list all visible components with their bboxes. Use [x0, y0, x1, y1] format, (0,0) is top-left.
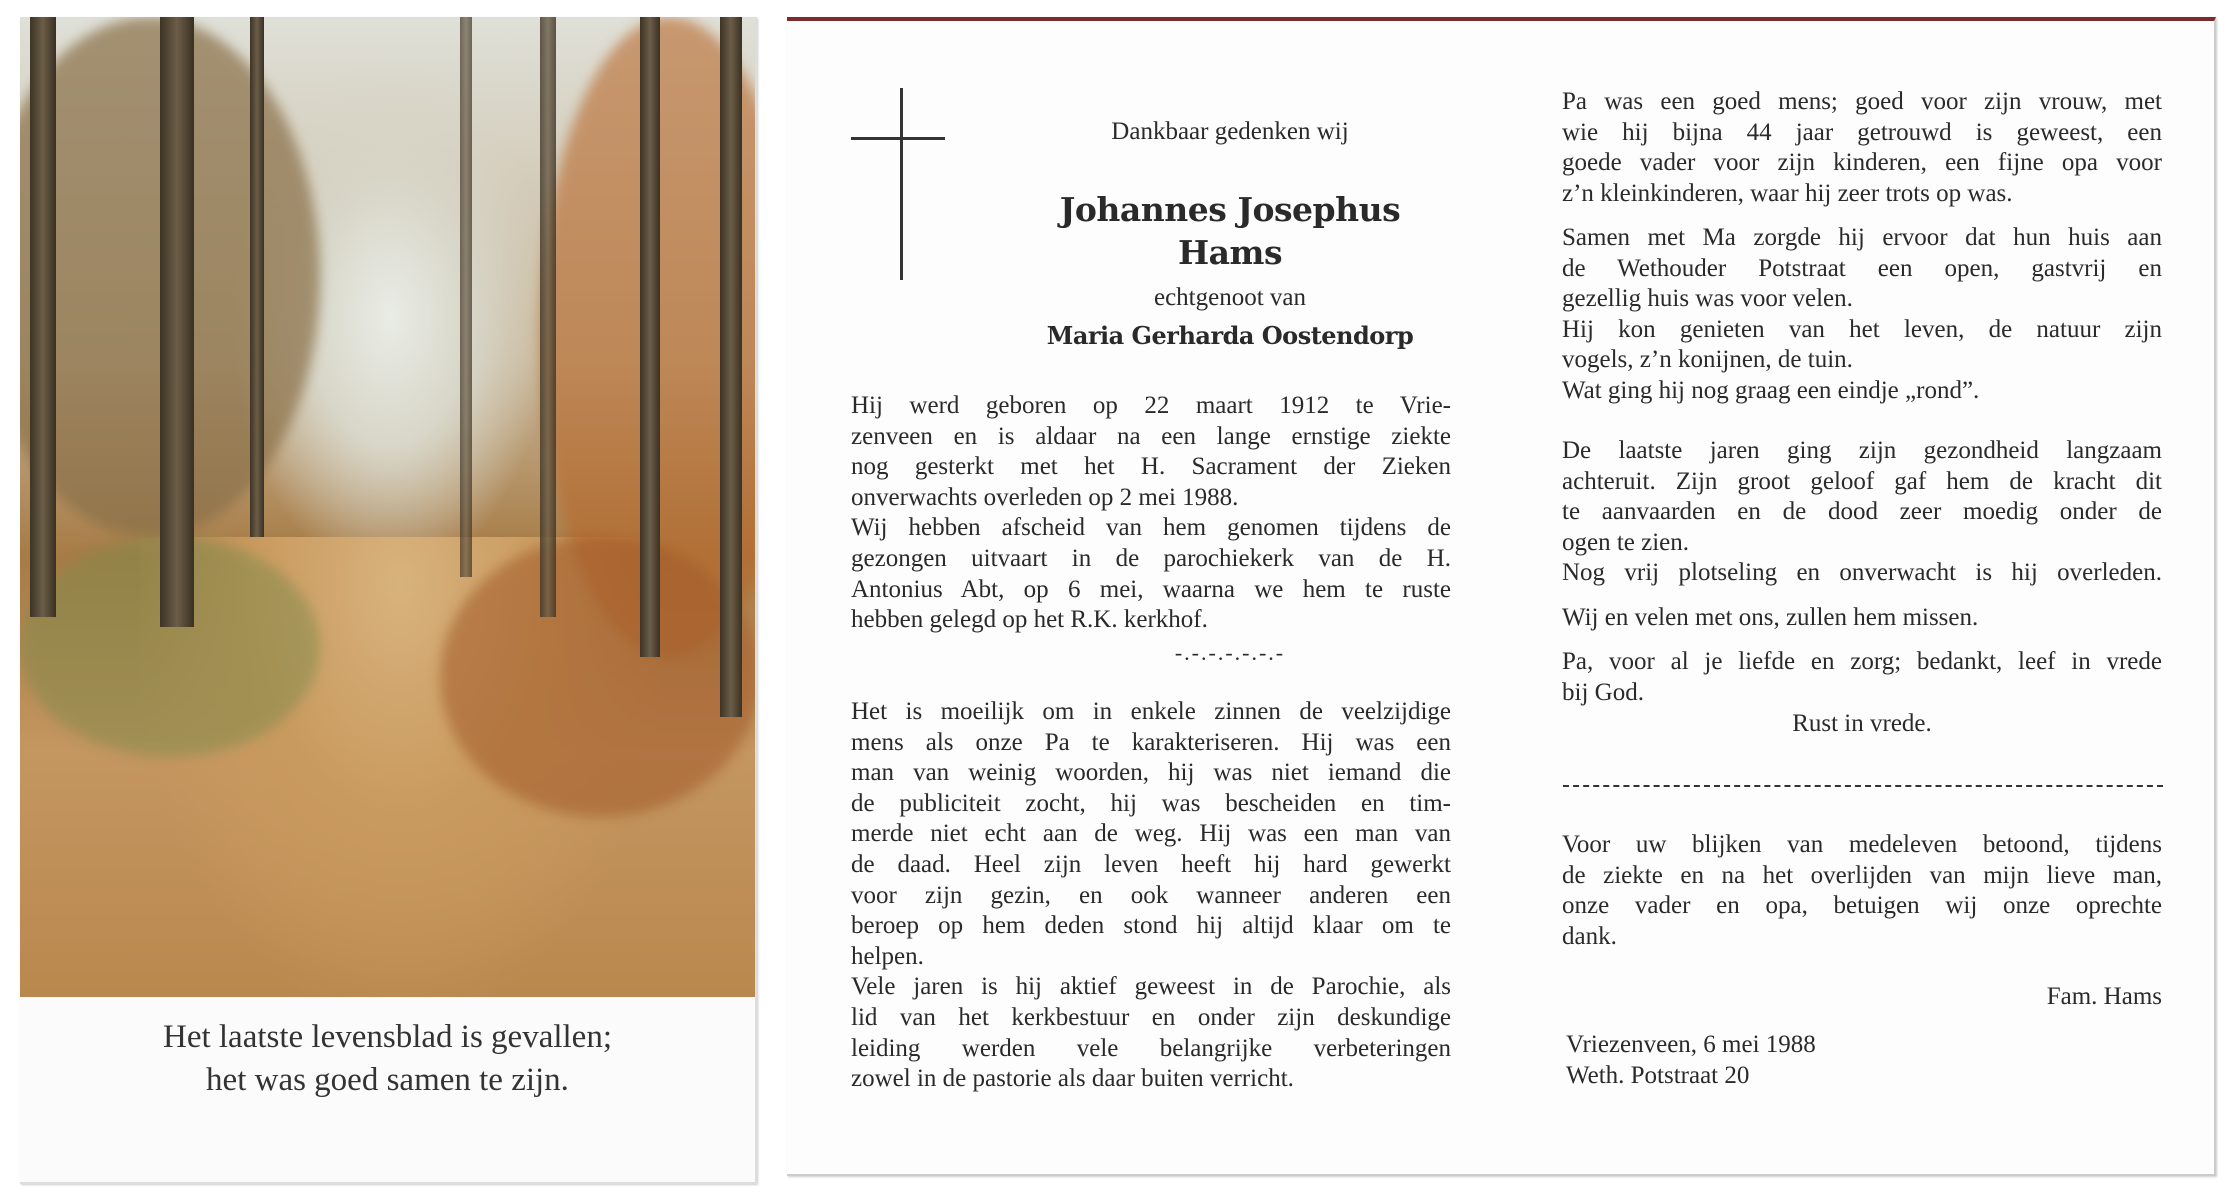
text-line: Pa was een goed mens; goed voor zijn vrouw, met: [1562, 88, 2162, 115]
text-line: de daad. Heel zijn leven heeft hij hard gewerkt: [851, 850, 1451, 878]
character-paragraph: [851, 697, 1451, 1095]
text-line: te aanvaarden en de dood zeer moedig onder de: [1562, 498, 2162, 526]
health-paragraph: [1562, 436, 2162, 589]
text-line: z’n kleinkinderen, waar hij zeer trots op was.: [1562, 179, 2013, 207]
text-line: mens als onze Pa te karakteriseren. Hij was een: [851, 728, 1451, 756]
place-date: Vriezenveen, 6 mei 1988: [1566, 1031, 1816, 1058]
thanks-paragraph: [1562, 830, 2162, 952]
spouse-name: Maria Gerharda Oostendorp: [1046, 321, 1414, 350]
deceased-surname: Hams: [1177, 233, 1283, 272]
text-line: dank.: [1562, 922, 1617, 950]
text-line: Vele jaren is hij aktief geweest in de Parochie, als: [851, 973, 1451, 1001]
text-line: Hij werd geboren op 22 maart 1912 te Vrie-: [851, 392, 1451, 419]
text-line: Samen met Ma zorgde hij ervoor dat hun huis aan: [1562, 224, 2162, 251]
intro-text: Dankbaar gedenken wij: [1111, 118, 1349, 145]
address: Weth. Potstraat 20: [1566, 1061, 1750, 1089]
dashed-divider: [1563, 785, 2163, 787]
text-line: zowel in de pastorie als daar buiten verricht.: [851, 1065, 1294, 1093]
text-line: Pa, voor al je liefde en zorg; bedankt, leef in vrede: [1562, 648, 2162, 675]
text-line: goede vader voor zijn kinderen, een fijne opa voor: [1562, 149, 2162, 177]
text-line: onverwachts overleden op 2 mei 1988.: [851, 483, 1239, 511]
text-line: onze vader en opa, betuigen wij onze oprechte: [1562, 892, 2162, 920]
memorial-card-front: [20, 17, 757, 1184]
text-line: De laatste jaren ging zijn gezondheid langzaam: [1562, 437, 2162, 464]
text-line: wie hij bijna 44 jaar getrouwd is geweest, een: [1562, 118, 2162, 146]
text-line: achteruit. Zijn groot geloof gaf hem de kracht dit: [1562, 467, 2162, 495]
text-line: leiding werden vele belangrijke verbeteringen: [851, 1034, 1451, 1062]
text-line: merde niet echt aan de weg. Hij was een man van: [851, 820, 1451, 848]
text-line: gezongen uitvaart in de parochiekerk van de H.: [851, 544, 1451, 572]
caption-line-2: het was goed samen te zijn.: [206, 1062, 569, 1098]
rest-in-peace: Rust in vrede.: [1792, 710, 1932, 737]
relation-text: echtgenoot van: [1153, 284, 1307, 311]
text-line: bij God.: [1562, 678, 1644, 706]
text-line: vogels, z’n konijnen, de tuin.: [1562, 346, 1853, 374]
text-line: Het is moeilijk om in enkele zinnen de veelzijdige: [851, 698, 1451, 725]
cross-icon-bar: [851, 137, 945, 140]
deceased-name: Johannes Josephus: [1059, 190, 1401, 229]
text-line: Wat ging hij nog graag een eindje „rond”.: [1562, 376, 1980, 404]
text-line: zenveen en is aldaar na een lange ernstige ziekte: [851, 422, 1451, 450]
home-paragraph: [1562, 223, 2162, 407]
separator: -.-.-.-.-.-.-: [1174, 640, 1286, 665]
text-line: de ziekte en na het overlijden van mijn lieve man,: [1562, 861, 2162, 889]
text-line: Wij en velen met ons, zullen hem missen.: [1562, 604, 1979, 631]
text-line: helpen.: [851, 942, 924, 970]
text-line: Wij hebben afscheid van hem genomen tijdens de: [851, 514, 1451, 542]
text-line: man van weinig woorden, hij was niet iemand die: [851, 759, 1451, 787]
text-line: ogen te zien.: [1562, 528, 1690, 556]
text-line: de Wethouder Potstraat een open, gastvrij en: [1562, 254, 2162, 282]
farewell-paragraph: [1562, 647, 2162, 708]
text-line: Voor uw blijken van medeleven betoond, tijdens: [1562, 831, 2162, 858]
text-line: Antonius Abt, op 6 mei, waarna we hem te ruste: [851, 575, 1451, 603]
text-line: hebben gelegd op het R.K. kerkhof.: [851, 606, 1208, 634]
text-line: lid van het kerkbestuur en onder zijn deskundige: [851, 1003, 1451, 1031]
text-line: Nog vrij plotseling en onverwacht is hij overleden.: [1562, 559, 2162, 587]
text-line: Hij kon genieten van het leven, de natuur zijn: [1562, 315, 2162, 343]
autumn-forest-photo: [20, 17, 755, 997]
family-signature: Fam. Hams: [2046, 983, 2162, 1010]
good-man-paragraph: [1562, 87, 2162, 209]
birth-death-paragraph: [851, 391, 1451, 636]
caption-line-1: Het laatste levensblad is gevallen;: [162, 1019, 612, 1055]
text-line: gezellig huis was voor velen.: [1562, 285, 1853, 313]
text-line: beroep op hem deden stond hij altijd klaar om te: [851, 912, 1451, 940]
place-address: [1566, 1030, 2166, 1091]
cross-icon: [900, 88, 903, 280]
text-line: de publiciteit zocht, hij was bescheiden en tim-: [851, 789, 1451, 817]
text-line: voor zijn gezin, en ook wanneer anderen een: [851, 881, 1451, 909]
missing-paragraph: [1562, 603, 2162, 634]
text-line: nog gesterkt met het H. Sacrament der Zieken: [851, 453, 1451, 481]
